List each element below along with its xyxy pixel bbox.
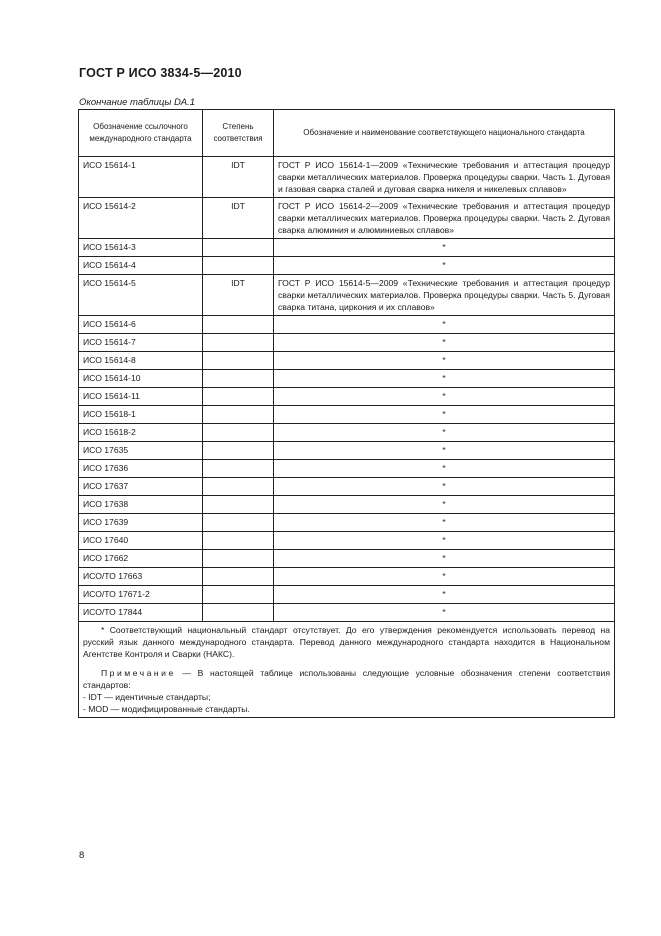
table-row [79, 157, 615, 198]
reference-standard-cell: ИСО 15614-7 [79, 334, 203, 352]
column-header-national: Обозначение и наименование соответствующего национального стандарта [274, 110, 615, 157]
reference-standard-cell: ИСО 15614-5 [79, 275, 203, 316]
degree-cell [203, 604, 274, 622]
degree-cell [203, 388, 274, 406]
degree-cell [203, 239, 274, 257]
table-row [79, 316, 615, 334]
national-standard-cell: * [274, 568, 615, 586]
degree-cell [203, 496, 274, 514]
table-body [79, 157, 615, 622]
standards-table [78, 109, 615, 718]
national-standard-cell: * [274, 388, 615, 406]
degree-cell [203, 257, 274, 275]
national-standard-cell: * [274, 604, 615, 622]
national-standard-cell: ГОСТ Р ИСО 15614-2—2009 «Технические требования и аттестация процедур сварки металлических материалов. Проверка процедуры сварки. Часть 2. Дуговая сварка алюминия и алюминиевых сплавов» [274, 198, 615, 239]
degree-cell [203, 370, 274, 388]
national-standard-cell: * [274, 478, 615, 496]
national-standard-cell: * [274, 316, 615, 334]
degree-cell [203, 532, 274, 550]
reference-standard-cell: ИСО/ТО 17663 [79, 568, 203, 586]
table-row [79, 334, 615, 352]
table-row [79, 257, 615, 275]
table-row [79, 239, 615, 257]
national-standard-cell: ГОСТ Р ИСО 15614-5—2009 «Технические требования и аттестация процедур сварки металлических материалов. Проверка процедуры сварки. Часть 5. Дуговая сварка титана, циркония и их сплавов» [274, 275, 615, 316]
table-row [79, 275, 615, 316]
reference-standard-cell: ИСО 15614-10 [79, 370, 203, 388]
reference-standard-cell: ИСО 15614-1 [79, 157, 203, 198]
reference-standard-cell: ИСО 17636 [79, 460, 203, 478]
national-standard-cell: * [274, 352, 615, 370]
reference-standard-cell: ИСО 15618-1 [79, 406, 203, 424]
degree-cell [203, 478, 274, 496]
table-row [79, 550, 615, 568]
reference-standard-cell: ИСО 17640 [79, 532, 203, 550]
table-row [79, 388, 615, 406]
degree-cell [203, 586, 274, 604]
table-row [79, 352, 615, 370]
degree-cell [203, 514, 274, 532]
table-row [79, 198, 615, 239]
table-row [79, 406, 615, 424]
table-row [79, 442, 615, 460]
reference-standard-cell: ИСО 15614-4 [79, 257, 203, 275]
national-standard-cell: * [274, 514, 615, 532]
national-standard-cell: * [274, 532, 615, 550]
national-standard-cell: * [274, 370, 615, 388]
page-number: 8 [79, 850, 85, 861]
table-row [79, 586, 615, 604]
reference-standard-cell: ИСО 17637 [79, 478, 203, 496]
reference-standard-cell: ИСО 15614-6 [79, 316, 203, 334]
degree-cell [203, 442, 274, 460]
table-caption: Окончание таблицы DA.1 [79, 97, 196, 108]
table-row [79, 424, 615, 442]
national-standard-cell: * [274, 424, 615, 442]
table-row [79, 478, 615, 496]
table-row [79, 460, 615, 478]
reference-standard-cell: ИСО 17639 [79, 514, 203, 532]
degree-cell [203, 424, 274, 442]
degree-cell [203, 460, 274, 478]
reference-standard-cell: ИСО 17635 [79, 442, 203, 460]
degree-cell: IDT [203, 157, 274, 198]
reference-standard-cell: ИСО/ТО 17844 [79, 604, 203, 622]
reference-standard-cell: ИСО 17638 [79, 496, 203, 514]
national-standard-cell: * [274, 460, 615, 478]
note-item-mod: - MOD — модифицированные стандарты. [83, 704, 250, 714]
table-row [79, 568, 615, 586]
footnote-cell [79, 622, 615, 718]
national-standard-cell: * [274, 550, 615, 568]
footnote-text: * Соответствующий национальный стандарт отсутствует. До его утверждения рекомендуется использовать перевод на русский язык данного международного стандарта. Перевод данного международного стандарта находится в Национальном Агентстве Контроля и Сварки (НАКС). [83, 625, 610, 659]
degree-cell [203, 406, 274, 424]
national-standard-cell: ГОСТ Р ИСО 15614-1—2009 «Технические требования и аттестация процедур сварки металлических материалов. Проверка процедуры сварки. Часть 1. Дуговая и газовая сварка сталей и дуговая сварка никеля и никелевых сплавов» [274, 157, 615, 198]
table-row [79, 496, 615, 514]
note-label: Примечание [101, 668, 176, 678]
column-header-degree: Степень соответствия [203, 110, 274, 157]
national-standard-cell: * [274, 239, 615, 257]
degree-cell [203, 334, 274, 352]
reference-standard-cell: ИСО 15614-8 [79, 352, 203, 370]
note-text: — В настоящей таблице использованы следующие условные обозначения степени соответствия стандартов: [83, 668, 610, 690]
reference-standard-cell: ИСО 15614-2 [79, 198, 203, 239]
degree-cell [203, 550, 274, 568]
note-item-idt: - IDT — идентичные стандарты; [83, 692, 211, 702]
document-title: ГОСТ Р ИСО 3834-5—2010 [79, 66, 242, 80]
national-standard-cell: * [274, 586, 615, 604]
national-standard-cell: * [274, 334, 615, 352]
degree-cell: IDT [203, 275, 274, 316]
reference-standard-cell: ИСО 15618-2 [79, 424, 203, 442]
table-row [79, 514, 615, 532]
reference-standard-cell: ИСО 15614-3 [79, 239, 203, 257]
national-standard-cell: * [274, 257, 615, 275]
degree-cell [203, 568, 274, 586]
national-standard-cell: * [274, 406, 615, 424]
footnote-row [79, 622, 615, 718]
degree-cell: IDT [203, 198, 274, 239]
national-standard-cell: * [274, 442, 615, 460]
reference-standard-cell: ИСО 15614-11 [79, 388, 203, 406]
reference-standard-cell: ИСО/ТО 17671-2 [79, 586, 203, 604]
table-row [79, 532, 615, 550]
column-header-reference: Обозначение ссылочного международного стандарта [79, 110, 203, 157]
table-header-row [79, 110, 615, 157]
national-standard-cell: * [274, 496, 615, 514]
table-row [79, 604, 615, 622]
note-paragraph [83, 667, 610, 691]
degree-cell [203, 316, 274, 334]
reference-standard-cell: ИСО 17662 [79, 550, 203, 568]
degree-cell [203, 352, 274, 370]
table-row [79, 370, 615, 388]
